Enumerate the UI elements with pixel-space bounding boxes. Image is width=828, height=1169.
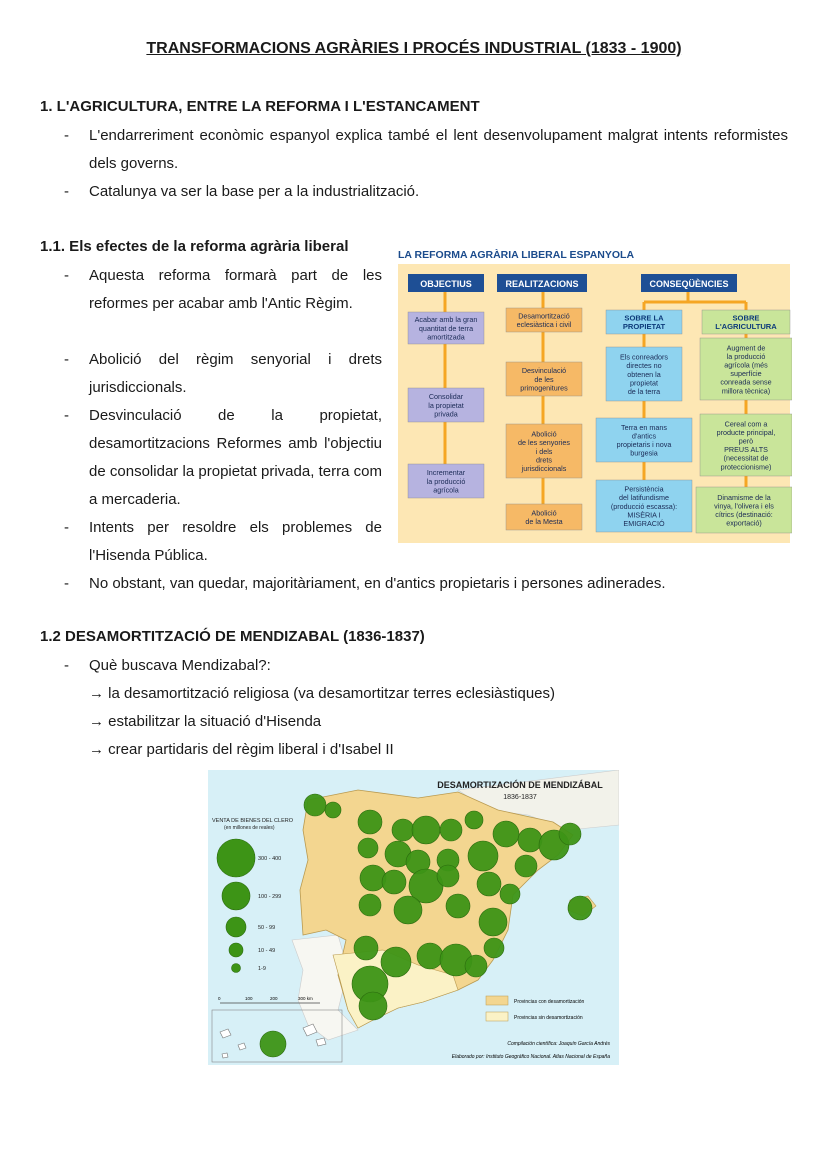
box-realitzacio-3 bbox=[506, 424, 582, 478]
box-propietat-2 bbox=[596, 418, 692, 462]
diagram-box-text: cítrics (destinació: bbox=[715, 510, 773, 520]
province-bubble bbox=[304, 794, 326, 816]
diagram-box-text: SOBRE LA bbox=[624, 313, 664, 323]
province-bubble bbox=[358, 838, 378, 858]
diagram-box-text: la producció bbox=[726, 351, 766, 361]
svg-text:100: 100 bbox=[245, 996, 253, 1001]
province-bubble bbox=[412, 816, 440, 844]
diagram-box-text: la producció bbox=[426, 476, 466, 486]
sub-item: → la desamortització religiosa (va desamortitzar terres eclesiàstiques) bbox=[89, 685, 556, 702]
desamortizacion-map bbox=[208, 770, 619, 1065]
sub-header-propietat bbox=[606, 310, 682, 334]
swatch-without bbox=[486, 1012, 508, 1021]
diagram-box-text: conreada sense bbox=[720, 377, 772, 387]
legend-bubble-label: 300 - 400 bbox=[258, 856, 282, 862]
province-bubble bbox=[568, 896, 592, 920]
diagram-box-text: exportació) bbox=[726, 518, 762, 528]
legend-bubble-label: 50 - 99 bbox=[258, 925, 276, 931]
map-credit-2: Elaborado por: Instituto Geográfico Nacional. Atlas Nacional de España bbox=[451, 1054, 610, 1060]
province-bubble bbox=[381, 947, 411, 977]
province-bubble bbox=[477, 872, 501, 896]
diagram-box-text: jurisdiccionals bbox=[521, 464, 567, 473]
box-realitzacio-1 bbox=[506, 308, 582, 332]
diagram-box-text: drets bbox=[536, 455, 552, 465]
svg-text:200: 200 bbox=[270, 996, 278, 1001]
province-bubble bbox=[500, 884, 520, 904]
diagram-box-text: quantitat de terra bbox=[418, 323, 474, 333]
map-years: 1836-1837 bbox=[503, 794, 537, 801]
province-bubble bbox=[465, 955, 487, 977]
province-bubble bbox=[484, 938, 504, 958]
diagram-box-text: i dels bbox=[535, 446, 553, 456]
diagram-box-text: millora tècnica) bbox=[721, 386, 771, 396]
province-bubble bbox=[359, 894, 381, 916]
diagram-box-text: amortitzada bbox=[427, 332, 465, 342]
header-objectius bbox=[408, 274, 484, 292]
box-objectiu-3 bbox=[408, 464, 484, 498]
bullet-text: Què buscava Mendizabal?: bbox=[89, 657, 271, 674]
diagram-box-text: Persistència bbox=[624, 484, 664, 494]
bullet-text: Catalunya va ser la base per a la industrialització. bbox=[89, 183, 420, 200]
svg-text:OBJECTIUS: OBJECTIUS bbox=[420, 279, 472, 289]
map-credit-1: Compilación científica: Joaquín García Andrés bbox=[507, 1041, 610, 1047]
diagram-box-text: PROPIETAT bbox=[622, 322, 666, 332]
header-consequencies bbox=[641, 274, 737, 292]
province-bubble bbox=[468, 841, 498, 871]
bullet-text: Intents per resoldre els problemes de l'Hisenda Pública. bbox=[89, 519, 382, 564]
diagram-box-text: (producció escassa): bbox=[610, 501, 678, 511]
diagram-box-text: la propietat bbox=[428, 400, 464, 410]
diagram-box-text: Abolició bbox=[531, 508, 557, 518]
diagram-box-text: Consolidar bbox=[428, 392, 464, 402]
diagram-box-text: Augment de bbox=[726, 343, 766, 353]
section-1-heading: 1. L'AGRICULTURA, ENTRE LA REFORMA I L'ESTANCAMENT bbox=[40, 98, 480, 115]
box-realitzacio-2 bbox=[506, 362, 582, 396]
diagram-box-text: Cereal com a bbox=[724, 419, 768, 429]
bullet-text: No obstant, van quedar, majoritàriament, en d'antics propietaris i persones adinerades. bbox=[89, 575, 666, 592]
diagram-box-text: L'AGRICULTURA bbox=[715, 322, 777, 332]
province-bubble bbox=[559, 823, 581, 845]
diagram-box-text: SOBRE bbox=[732, 313, 760, 323]
box-realitzacio-4 bbox=[506, 504, 582, 530]
diagram-box-text: vinya, l'olivera i els bbox=[714, 501, 774, 511]
diagram-box-text: del latifundisme bbox=[619, 493, 669, 503]
box-agricultura-3 bbox=[696, 487, 792, 533]
province-bubble bbox=[515, 855, 537, 877]
legend-bubble-label: 10 - 49 bbox=[258, 948, 276, 954]
sub-header-agricultura bbox=[702, 310, 790, 334]
bullet-text: Desvinculació de la propietat, desamortitzacions Reformes amb l'objectiu de consolidar la propietat privada, terra com a mercaderia. bbox=[89, 407, 382, 508]
svg-text:0: 0 bbox=[218, 996, 221, 1001]
province-bubble bbox=[325, 802, 341, 818]
legend-bubble-label: 1-9 bbox=[258, 966, 266, 972]
reforma-agraria-diagram bbox=[396, 246, 792, 546]
province-bubble bbox=[260, 1031, 286, 1057]
legend-title: VENTA DE BIENES DEL CLERO bbox=[212, 818, 293, 824]
province-bubble bbox=[358, 810, 382, 834]
legend-bubble bbox=[232, 964, 241, 973]
bullet-text: L'endarreriment econòmic espanyol explica també el lent desenvolupament malgrat intents reformistes dels governs. bbox=[89, 127, 788, 172]
box-propietat-3 bbox=[596, 480, 692, 532]
diagram-box-text: de la terra bbox=[627, 387, 661, 396]
diagram-box-text: privada bbox=[434, 409, 458, 419]
diagram-box-text: de les senyories bbox=[518, 438, 570, 448]
diagram-box-text: de les bbox=[534, 374, 554, 384]
diagram-box-text: directes no bbox=[626, 361, 662, 371]
diagram-box-text: proteccionisme) bbox=[720, 462, 772, 472]
province-bubble bbox=[382, 870, 406, 894]
diagram-box-text: Desvinculació bbox=[521, 366, 567, 376]
province-bubble bbox=[354, 936, 378, 960]
label-with: Provincias con desamortización bbox=[514, 999, 585, 1005]
swatch-with bbox=[486, 996, 508, 1005]
diagram-box-text: (necessitat de bbox=[723, 453, 769, 463]
box-propietat-1 bbox=[606, 347, 682, 401]
province-bubble bbox=[360, 865, 386, 891]
map-title: DESAMORTIZACIÓN DE MENDIZÁBAL bbox=[437, 780, 603, 790]
legend-bubble bbox=[217, 839, 255, 877]
label-without: Provincias sin desamortización bbox=[514, 1015, 583, 1021]
diagram-box-text: Desamortització bbox=[518, 311, 570, 321]
diagram-box-text: de la Mesta bbox=[525, 517, 563, 527]
sub-item: → crear partidaris del règim liberal i d'Isabel II bbox=[89, 741, 394, 758]
diagram-box-text: però bbox=[738, 436, 754, 446]
box-agricultura-2 bbox=[700, 414, 792, 476]
diagram-box-text: propietaris i nova bbox=[616, 440, 672, 450]
province-bubble bbox=[479, 908, 507, 936]
diagram-title: LA REFORMA AGRÀRIA LIBERAL ESPANYOLA bbox=[398, 249, 635, 261]
section-1-1-heading: 1.1. Els efectes de la reforma agrària liberal bbox=[40, 238, 349, 255]
svg-text:300 km: 300 km bbox=[298, 996, 313, 1001]
box-agricultura-1 bbox=[700, 338, 792, 400]
province-bubble bbox=[417, 943, 443, 969]
legend-bubble-label: 100 - 299 bbox=[258, 894, 282, 900]
province-bubble bbox=[440, 819, 462, 841]
svg-text:CONSEQÜÈNCIES: CONSEQÜÈNCIES bbox=[649, 279, 729, 289]
diagram-box-text: Terra en mans bbox=[621, 422, 667, 432]
province-bubble bbox=[392, 819, 414, 841]
diagram-box-text: Els conreadors bbox=[620, 352, 668, 362]
diagram-box-text: PREUS ALTS bbox=[724, 445, 768, 455]
bullet-text: Abolició del règim senyorial i drets jurisdiccionals. bbox=[89, 351, 382, 396]
diagram-box-text: d'antics bbox=[631, 431, 657, 441]
header-realitzacions bbox=[497, 274, 587, 292]
province-bubble bbox=[394, 896, 422, 924]
diagram-box-text: propietat bbox=[630, 378, 658, 388]
diagram-box-text: Abolició bbox=[531, 429, 557, 439]
diagram-box-text: eclesiàstica i civil bbox=[516, 320, 572, 330]
province-bubble bbox=[359, 992, 387, 1020]
diagram-box-text: Incrementar bbox=[426, 468, 466, 478]
legend-bubble bbox=[229, 943, 243, 957]
diagram-box-text: agrícola bbox=[433, 485, 459, 495]
legend-unit: (en millones de reales) bbox=[224, 825, 275, 831]
box-objectiu-1 bbox=[408, 312, 484, 344]
diagram-box-text: EMIGRACIÓ bbox=[623, 519, 665, 528]
diagram-box-text: Dinamisme de la bbox=[717, 492, 771, 502]
sub-item: → estabilitzar la situació d'Hisenda bbox=[89, 713, 322, 730]
legend-bubble bbox=[222, 882, 250, 910]
bullet-text: Aquesta reforma formarà part de les reformes per acabar amb l'Antic Règim. bbox=[89, 267, 382, 312]
diagram-box-text: producte principal, bbox=[716, 427, 776, 437]
legend-bubble bbox=[226, 917, 246, 937]
diagram-box-text: agrícola (més bbox=[724, 360, 768, 370]
diagram-box-text: MISÈRIA I bbox=[627, 510, 661, 520]
section-1-2-heading: 1.2 DESAMORTITZACIÓ DE MENDIZABAL (1836-1837) bbox=[40, 628, 425, 645]
province-bubble bbox=[446, 894, 470, 918]
diagram-box-text: primogenitures bbox=[520, 383, 568, 393]
diagram-box-text: burgesia bbox=[630, 448, 658, 458]
diagram-box-text: obtenen la bbox=[627, 369, 661, 379]
box-objectiu-2 bbox=[408, 388, 484, 422]
page-title: TRANSFORMACIONS AGRÀRIES I PROCÉS INDUSTRIAL (1833 - 1900) bbox=[146, 40, 682, 57]
province-bubble bbox=[493, 821, 519, 847]
diagram-box-text: Acabar amb la gran bbox=[414, 315, 478, 325]
province-bubble bbox=[465, 811, 483, 829]
province-bubble bbox=[518, 828, 542, 852]
province-bubble bbox=[437, 865, 459, 887]
diagram-box-text: superfície bbox=[730, 369, 762, 379]
svg-text:REALITZACIONS: REALITZACIONS bbox=[505, 279, 579, 289]
